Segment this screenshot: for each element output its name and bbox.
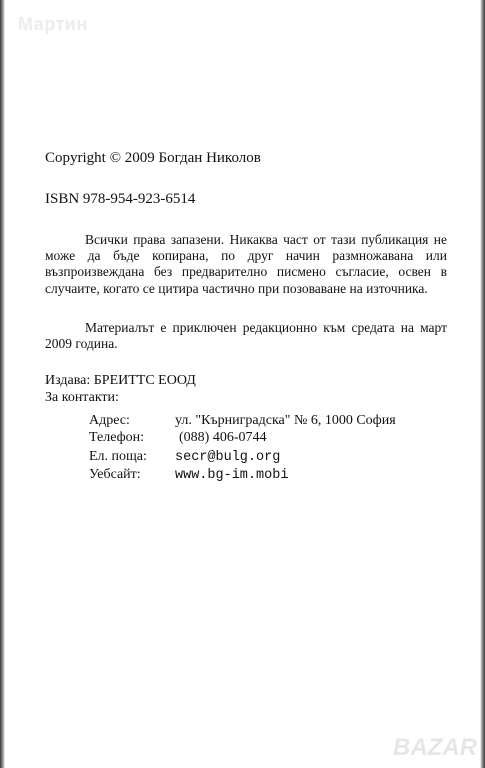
rights-paragraph: Всички права запазени. Никаква част от тази публикация не може да бъде копирана, по друг начин размножавана или възпроизвеждана без предварително писмено съгласие, освен в случаите, когато се цитира частично при позоваване на източника. <box>45 232 447 296</box>
editorial-paragraph: Материалът е приключен редакционно към средата на март 2009 година. <box>45 320 447 352</box>
address-value: ул. "Кърниградска" № 6, 1000 София <box>175 413 396 428</box>
isbn-line: ISBN 978-954-923-6514 <box>45 191 196 207</box>
email-label: Ел. поща: <box>89 449 147 464</box>
contact-row-email <box>89 449 280 466</box>
watermark-bottom: BAZAR <box>393 734 477 761</box>
contact-row-address <box>89 413 396 429</box>
publisher-line: Издава: БРЕИТТС ЕООД <box>45 373 196 388</box>
contact-row-website <box>89 467 288 484</box>
phone-value: (088) 406-0744 <box>179 430 267 445</box>
website-value: www.bg-im.mobi <box>175 468 289 483</box>
contact-row-phone <box>89 430 267 446</box>
phone-label: Телефон: <box>89 430 145 445</box>
copyright-line: Copyright © 2009 Богдан Николов <box>45 150 261 166</box>
address-label: Адрес: <box>89 413 130 428</box>
watermark-top: Мартин <box>18 14 88 34</box>
email-value: secr@bulg.org <box>175 450 281 465</box>
page-edge-right <box>480 0 485 768</box>
contacts-label: За контакти: <box>45 390 119 405</box>
website-label: Уебсайт: <box>89 467 141 482</box>
page-edge-left <box>0 0 5 768</box>
